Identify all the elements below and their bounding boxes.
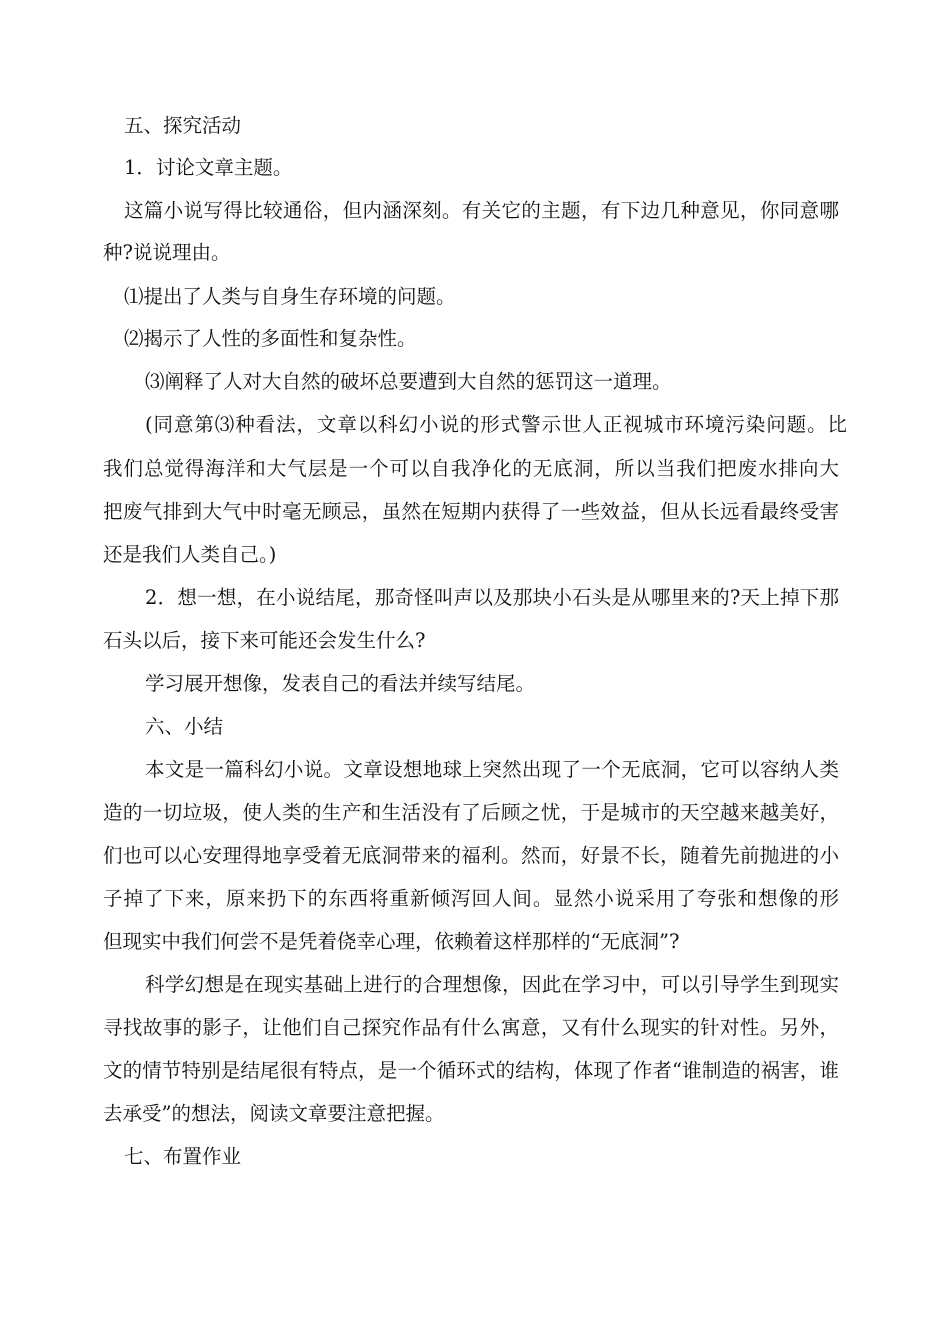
answer-line-1: (同意第⑶种看法，文章以科幻小说的形式警示世人正视城市环境污染问题。比 [145, 413, 847, 436]
item-2-line-2: 石头以后，接下来可能还会发生什么? [103, 629, 426, 652]
option-1: ⑴提出了人类与自身生存环境的问题。 [124, 285, 456, 308]
summary-para-2-line-4: 去承受”的想法，阅读文章要注意把握。 [103, 1102, 445, 1125]
summary-para-1-line-5: 但现实中我们何尝不是凭着侥幸心理，依赖着这样那样的“无底洞”? [103, 930, 680, 953]
answer-line-3: 把废气排到大气中时毫无顾忌，虽然在短期内获得了一些效益，但从长远看最终受害 [103, 500, 839, 523]
summary-para-2-line-2: 寻找故事的影子，让他们自己探究作品有什么寓意，又有什么现实的针对性。另外， [103, 1016, 839, 1039]
item-1-question-line-2: 种?说说理由。 [103, 241, 231, 264]
item-1-question-line-1: 这篇小说写得比较通俗，但内涵深刻。有关它的主题，有下边几种意见，你同意哪 [124, 199, 839, 222]
summary-para-1-line-4: 子掉了下来，原来扔下的东西将重新倾泻回人间。显然小说采用了夸张和想像的形 [103, 887, 839, 910]
summary-para-1-line-2: 造的一切垃圾，使人类的生产和生活没有了后顾之忧，于是城市的天空越来越美好， [103, 801, 839, 824]
section-heading-summary: 六、小结 [145, 715, 224, 738]
answer-line-2: 我们总觉得海洋和大气层是一个可以自我净化的无底洞，所以当我们把废水排向大 [103, 457, 839, 480]
option-3: ⑶阐释了人对大自然的破坏总要遭到大自然的惩罚这一道理。 [145, 370, 672, 393]
summary-para-2-line-3: 文的情节特别是结尾很有特点，是一个循环式的结构，体现了作者“谁制造的祸害，谁 [103, 1059, 839, 1082]
answer-line-4: 还是我们人类自己。) [103, 543, 277, 566]
item-1-heading: 1．讨论文章主题。 [124, 156, 293, 179]
item-2-line-1: 2．想一想，在小说结尾，那奇怪叫声以及那块小石头是从哪里来的?天上掉下那 [145, 586, 839, 609]
summary-para-1-line-1: 本文是一篇科幻小说。文章设想地球上突然出现了一个无底洞，它可以容纳人类 [145, 758, 839, 781]
item-2-hint: 学习展开想像，发表自己的看法并续写结尾。 [145, 672, 536, 695]
option-2: ⑵揭示了人性的多面性和复杂性。 [124, 327, 417, 350]
summary-para-1-line-3: 们也可以心安理得地享受着无底洞带来的福利。然而，好景不长，随着先前抛进的小 [103, 844, 839, 867]
section-heading-inquiry: 五、探究活动 [124, 114, 242, 137]
summary-para-2-line-1: 科学幻想是在现实基础上进行的合理想像，因此在学习中，可以引导学生到现实 [145, 973, 839, 996]
section-heading-homework: 七、布置作业 [124, 1145, 242, 1168]
